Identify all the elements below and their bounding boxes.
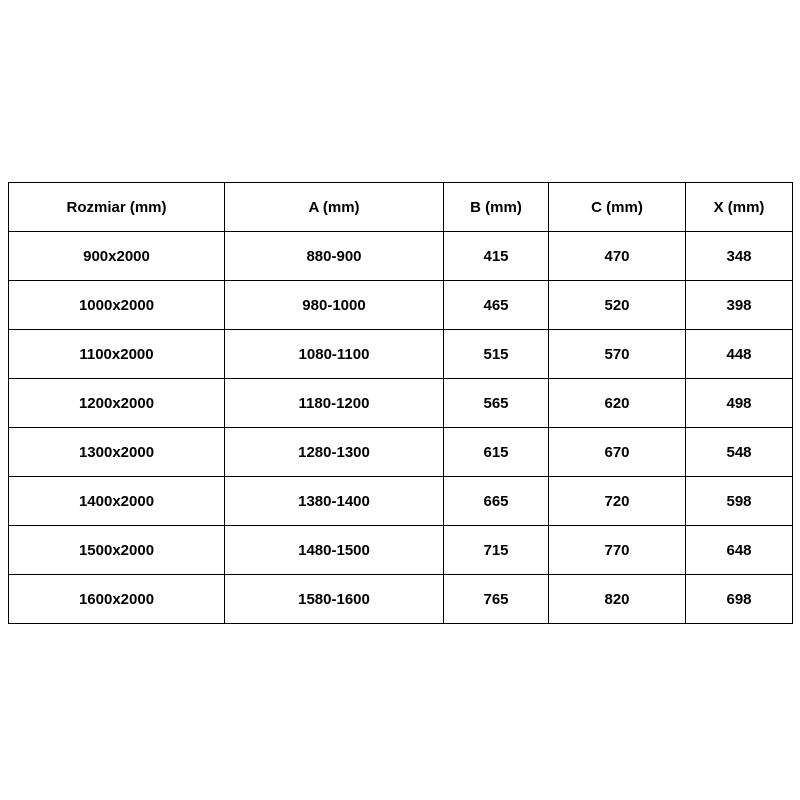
cell-x: 348	[686, 232, 793, 281]
cell-a: 1280-1300	[225, 428, 444, 477]
cell-c: 770	[549, 526, 686, 575]
cell-x: 598	[686, 477, 793, 526]
cell-c: 670	[549, 428, 686, 477]
column-header-c: C (mm)	[549, 183, 686, 232]
cell-c: 520	[549, 281, 686, 330]
cell-a: 880-900	[225, 232, 444, 281]
cell-b: 615	[444, 428, 549, 477]
cell-c: 470	[549, 232, 686, 281]
cell-b: 715	[444, 526, 549, 575]
table-row	[9, 575, 793, 624]
cell-b: 765	[444, 575, 549, 624]
table-row	[9, 330, 793, 379]
cell-size: 1300x2000	[9, 428, 225, 477]
column-header-x: X (mm)	[686, 183, 793, 232]
table-row	[9, 232, 793, 281]
cell-b: 515	[444, 330, 549, 379]
cell-x: 448	[686, 330, 793, 379]
column-header-a: A (mm)	[225, 183, 444, 232]
cell-a: 980-1000	[225, 281, 444, 330]
cell-a: 1580-1600	[225, 575, 444, 624]
cell-b: 415	[444, 232, 549, 281]
cell-a: 1480-1500	[225, 526, 444, 575]
cell-size: 1000x2000	[9, 281, 225, 330]
cell-c: 570	[549, 330, 686, 379]
cell-size: 1400x2000	[9, 477, 225, 526]
table-row	[9, 477, 793, 526]
cell-c: 620	[549, 379, 686, 428]
column-header-b: B (mm)	[444, 183, 549, 232]
column-header-rozmiar: Rozmiar (mm)	[9, 183, 225, 232]
cell-b: 665	[444, 477, 549, 526]
cell-size: 1600x2000	[9, 575, 225, 624]
cell-x: 648	[686, 526, 793, 575]
table-row	[9, 428, 793, 477]
table-container	[8, 182, 792, 624]
cell-size: 1100x2000	[9, 330, 225, 379]
cell-x: 548	[686, 428, 793, 477]
cell-c: 720	[549, 477, 686, 526]
cell-size: 1500x2000	[9, 526, 225, 575]
cell-a: 1180-1200	[225, 379, 444, 428]
cell-a: 1380-1400	[225, 477, 444, 526]
cell-a: 1080-1100	[225, 330, 444, 379]
cell-x: 398	[686, 281, 793, 330]
table-header	[9, 183, 793, 232]
cell-x: 698	[686, 575, 793, 624]
cell-size: 1200x2000	[9, 379, 225, 428]
table-row	[9, 281, 793, 330]
table-body	[9, 232, 793, 624]
cell-b: 565	[444, 379, 549, 428]
cell-b: 465	[444, 281, 549, 330]
table-header-row	[9, 183, 793, 232]
table-row	[9, 379, 793, 428]
dimensions-table	[8, 182, 793, 624]
cell-c: 820	[549, 575, 686, 624]
cell-x: 498	[686, 379, 793, 428]
cell-size: 900x2000	[9, 232, 225, 281]
table-row	[9, 526, 793, 575]
